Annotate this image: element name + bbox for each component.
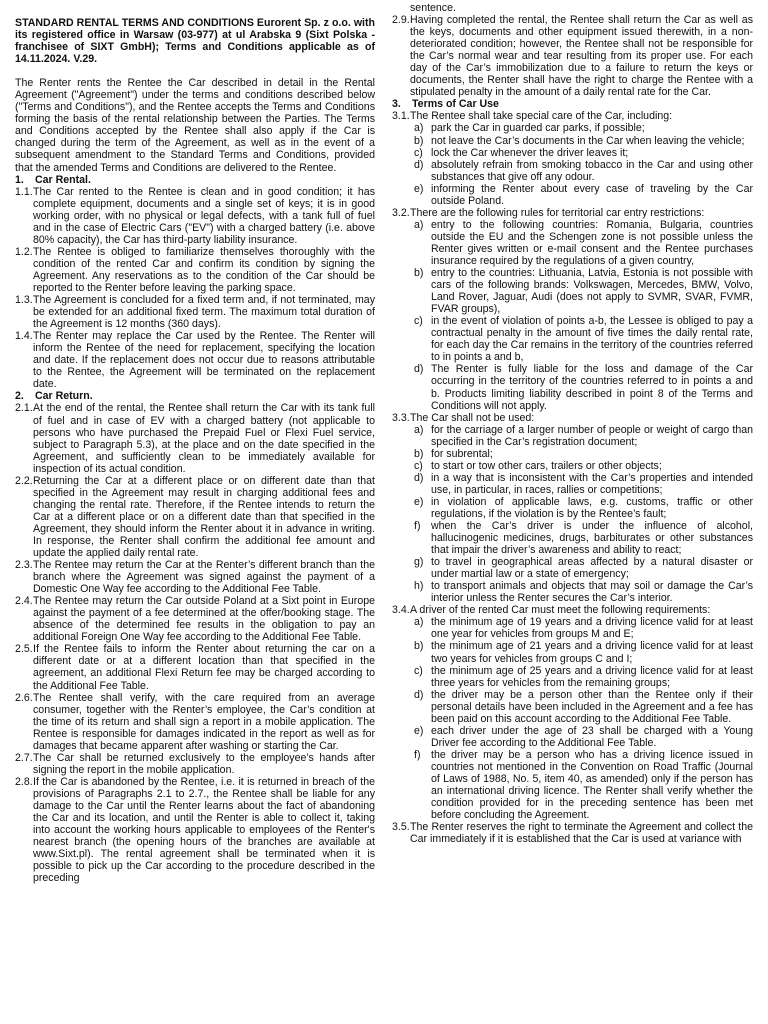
- clause-3-2: [392, 207, 753, 219]
- list-letter: c): [414, 664, 423, 677]
- list-text: the driver may be a person who has a driving licence issued in countries not mentioned in the Convention on Road Traffic (Journal of Laws of 1988, No. 5, item 40, as amended) only if the person has an international driving licence. The Renter shall verify whether the condition provided for in the preceding sentence has been met before concluding the Agreement.: [431, 748, 753, 822]
- clause-number: 2.8.: [15, 775, 33, 788]
- list-text: entry to the countries: Lithuania, Latvia, Estonia is not possible with cars of the following brands: Volkswagen, Mercedes, BMW, Volvo, Land Rover, Jaguar, Audi (does not apply to SVMR, SVAR, FVMR, FVAR groups),: [431, 267, 753, 316]
- list-letter: e): [414, 495, 424, 508]
- list-text: in the event of violation of points a-b, the Lessee is obliged to pay a contractual penalty in the amount of five times the daily rental rate, for each day the Car remains in the territory of the countries referred to in points a and b,: [431, 315, 753, 364]
- clause-text: There are the following rules for territorial car entry restrictions:: [410, 206, 705, 219]
- list-text: the minimum age of 21 years and a driving licence valid for at least two years for vehicles from groups C and I;: [431, 640, 753, 665]
- clause-text: The Agreement is concluded for a fixed term and, if not terminated, may be extended for an additional fixed term. The maximum total duration of the Agreement is 12 months (360 days).: [33, 294, 375, 331]
- list-item: [414, 363, 753, 411]
- list-text: informing the Renter about every case of traveling by the Car outside Poland.: [431, 182, 753, 207]
- clause-text: Returning the Car at a different place or on different date than that specified in the Agreement may result in charging additional fees and changing the rental rate. Therefore, if the Rentee intends to return the Car at a different place or on a different date than that specified in the Agreement, they should inform the Renter about it in advance in writing. In response, the Renter shall confirm the additional fee amount and update the applied daily rental rate.: [33, 474, 375, 560]
- section-3-heading: [392, 98, 753, 110]
- clause-number: 2.3.: [15, 559, 33, 572]
- clause-number: 1.4.: [15, 330, 33, 343]
- list-item: [414, 460, 753, 472]
- list-item: [414, 520, 753, 556]
- list-letter: f): [414, 748, 421, 761]
- clause-text: The Renter reserves the right to terminate the Agreement and collect the Car immediately if it is established that the Car is used at variance with: [410, 821, 753, 846]
- list-text: The Renter is fully liable for the loss and damage of the Car occurring in the territory of the countries referred to in points a and b. Products limiting liability described in point 8 of the Terms and Conditions will not apply.: [431, 363, 753, 412]
- list-text: in violation of applicable laws, e.g. customs, traffic or other regulations, if the violation is by the Rentee’s fault;: [431, 495, 753, 520]
- list-item: [414, 183, 753, 207]
- clause-number: 3.3.: [392, 411, 410, 424]
- list-letter: c): [414, 315, 423, 328]
- clause-text: The Rentee may return the Car at the Renter’s different branch than the branch where the Agreement was signed against the payment of a Domestic One Way fee according to the Additional Fee Table.: [33, 559, 375, 596]
- list-text: in a way that is inconsistent with the Car’s properties and intended use, in particular, in races, rallies or competitions;: [431, 471, 753, 496]
- clause-number: 2.9.: [392, 14, 410, 27]
- list-item: [414, 315, 753, 363]
- list-text: absolutely refrain from smoking tobacco in the Car and using other substances that give off any odour.: [431, 158, 753, 183]
- list-letter: b): [414, 447, 424, 460]
- list-item: [414, 749, 753, 821]
- clause-1-3: [15, 294, 375, 330]
- clause-2-3: [15, 559, 375, 595]
- list-letter: d): [414, 471, 424, 484]
- list-text: for the carriage of a larger number of people or weight of cargo than specified in the Car’s registration document;: [431, 423, 753, 448]
- section-number: 1.: [15, 173, 24, 186]
- clause-number: 2.1.: [15, 402, 33, 415]
- list-item: [414, 640, 753, 664]
- list-text: not leave the Car’s documents in the Car when leaving the vehicle;: [431, 134, 745, 147]
- list-item: [414, 665, 753, 689]
- clause-text: At the end of the rental, the Rentee shall return the Car with its tank full of fuel and in case of EV with a charged battery (not applicable to persons who have purchased the Prepaid Fuel or Flexi Fuel service, subject to Paragraph 5.3), at the place and on the date specified in the Agreement, and sufficiently clean to be immediately available for inspection of its actual condition.: [33, 402, 375, 475]
- list-item: [414, 122, 753, 134]
- clause-number: 2.6.: [15, 691, 33, 704]
- list-item: [414, 267, 753, 315]
- list-item: [414, 219, 753, 267]
- section-number: 2.: [15, 390, 24, 403]
- list-item: [414, 147, 753, 159]
- clause-1-2: [15, 246, 375, 294]
- list-text: the minimum age of 19 years and a driving licence valid for at least one year for vehicles from groups M and E;: [431, 616, 753, 641]
- list-text: each driver under the age of 23 shall be charged with a Young Driver fee according to the Additional Fee Table.: [431, 724, 753, 749]
- list-letter: b): [414, 267, 424, 280]
- clause-3-5: [392, 821, 753, 845]
- list-letter: e): [414, 724, 424, 737]
- section-1-heading: [15, 174, 375, 186]
- clause-2-4: [15, 595, 375, 643]
- left-column: [15, 2, 375, 884]
- clause-1-4: [15, 330, 375, 390]
- list-text: to travel in geographical areas affected by a natural disaster or under martial law or a state of emergency;: [431, 556, 753, 581]
- list-text: lock the Car whenever the driver leaves it;: [431, 146, 629, 159]
- list-letter: d): [414, 363, 424, 376]
- clause-number: 1.1.: [15, 185, 33, 198]
- list-text: for subrental;: [431, 447, 493, 460]
- section-number: 3.: [392, 98, 401, 111]
- clause-2-5: [15, 643, 375, 691]
- clause-1-1: [15, 186, 375, 246]
- right-column: [392, 2, 753, 845]
- list-letter: a): [414, 122, 424, 135]
- clause-number: 3.1.: [392, 110, 410, 123]
- clause-text: The Renter may replace the Car used by the Rentee. The Renter will inform the Rentee of the need for replacement, specifying the location and date. If the replacement does not occur due to reasons attributable to the Rentee, the Agreement will be terminated on the replacement date.: [33, 330, 375, 391]
- list-letter: a): [414, 218, 424, 231]
- list-letter: c): [414, 146, 423, 159]
- clause-number: 1.2.: [15, 245, 33, 258]
- clause-text: The Rentee shall take special care of the Car, including:: [410, 110, 673, 123]
- list-item: [414, 616, 753, 640]
- clause-number: 1.3.: [15, 294, 33, 307]
- clause-text: Having completed the rental, the Rentee shall return the Car as well as the keys, documents and other equipment issued therewith, in a non-deteriorated condition; however, the Rentee shall not be responsible for the Car’s normal wear and tear resulting from its proper use. For each day of the Car’s immobilization due to a failure to return the keys or documents, the Renter shall have the right to charge the Rentee with a stipulated penalty in the amount of a daily rental rate for the Car.: [410, 14, 753, 99]
- clause-2-1: [15, 402, 375, 474]
- list-letter: e): [414, 182, 424, 195]
- clause-2-7: [15, 752, 375, 776]
- clause-3-4: [392, 604, 753, 616]
- list-letter: d): [414, 688, 424, 701]
- section-title: Car Return.: [35, 390, 93, 403]
- clause-2-6: [15, 692, 375, 752]
- list-item: [414, 472, 753, 496]
- list-text: the minimum age of 25 years and a driving licence valid for at least three years for vehicles from the remaining groups;: [431, 664, 753, 689]
- section-title: Car Rental.: [35, 173, 91, 186]
- list-letter: c): [414, 459, 423, 472]
- list-letter: a): [414, 423, 424, 436]
- clause-number: 2.5.: [15, 643, 33, 656]
- section-title: Terms of Car Use: [412, 98, 499, 111]
- list-item: [414, 725, 753, 749]
- clause-3-3: [392, 412, 753, 424]
- clause-number: 3.2.: [392, 206, 410, 219]
- clause-text: The Car shall be returned exclusively to the employee’s hands after signing the report in the mobile application.: [33, 751, 375, 776]
- document-title: STANDARD RENTAL TERMS AND CONDITIONS Eurorent Sp. z o.o. with its registered office in Warsaw (03-977) at ul Arabska 9 (Sixt Polska - franchisee of SIXT GmbH); Terms and Conditions applicable as of 14.11.2024. V.29.: [15, 17, 375, 66]
- list-letter: h): [414, 580, 424, 593]
- list-text: the driver may be a person other than the Rentee only if their personal details have been included in the Agreement and a fee has been paid on this account according to the Additional Fee Table.: [431, 688, 753, 725]
- list-item: [414, 424, 753, 448]
- list-letter: d): [414, 158, 424, 171]
- list-letter: b): [414, 640, 424, 653]
- clause-text: The Rentee may return the Car outside Poland at a Sixt point in Europe against the payment of a fee determined at the offer/booking stage. The absence of the determined fee results in the obligation to pay an additional Foreign One Way fee according to the Additional Fee Table.: [33, 595, 375, 644]
- list-text: park the Car in guarded car parks, if possible;: [431, 122, 645, 135]
- clause-text: The Rentee is obliged to familiarize themselves thoroughly with the condition of the rented Car and confirm its condition by signing the Agreement. Any reservations as to the condition of the Car should be reported to the Renter before leaving the parking space.: [33, 245, 375, 294]
- list-letter: f): [414, 520, 421, 533]
- clause-2-9: [392, 14, 753, 98]
- clause-text: A driver of the rented Car must meet the following requirements:: [410, 604, 711, 617]
- clause-3-1: [392, 110, 753, 122]
- clause-number: 3.4.: [392, 604, 410, 617]
- list-item: [414, 448, 753, 460]
- clause-text: The Car shall not be used:: [410, 411, 535, 424]
- list-item: [414, 556, 753, 580]
- list-item: [414, 496, 753, 520]
- list-letter: g): [414, 556, 424, 569]
- list-item: [414, 689, 753, 725]
- list-text: to start or tow other cars, trailers or other objects;: [431, 459, 662, 472]
- list-text: entry to the following countries: Romania, Bulgaria, countries outside the EU and the Schengen zone is not possible unless the Renter gives written or e-mail consent and the Rentee purchases insurance required by the regulations of a given country,: [431, 218, 753, 267]
- clause-text: The Rentee shall verify, with the care required from an average consumer, together with the Renter’s employee, the Car’s condition at the time of its return and shall sign a report in a mobile application. The Rentee is responsible for damages indicated in the report as well as for damages that became apparent after washing or starting the Car.: [33, 691, 375, 752]
- clause-text: The Car rented to the Rentee is clean and in good condition; it has complete equipment, documents and a single set of keys; it is in good working order, with no physical or legal defects, with a tank full of fuel and in the case of Electric Cars ("EV") with a charged battery (i.e. above 80% capacity), the Car has third-party liability insurance.: [33, 185, 375, 246]
- clause-number: 2.7.: [15, 751, 33, 764]
- clause-number: 2.2.: [15, 474, 33, 487]
- clause-number: 3.5.: [392, 821, 410, 834]
- intro-paragraph: The Renter rents the Rentee the Car described in detail in the Rental Agreement ("Agreement") under the terms and conditions described below ("Terms and Conditions"), and the Rentee accepts the Terms and Conditions forming the basis of the rental relationship between the Parties. The Terms and Conditions accepted by the Rentee shall also apply if the Car is changed during the term of the Agreement, as well as in the event of a subsequent amendment to the Standard Terms and Conditions, provided that the amended Terms and Conditions are delivered to the Rentee.: [15, 77, 375, 174]
- clause-2-2: [15, 475, 375, 559]
- clause-text: If the Car is abandoned by the Rentee, i.e. it is returned in breach of the provisions of Paragraphs 2.1 to 2.7., the Rentee shall be liable for any damage to the Car until the Renter learns about the fact of abandoning the Car and its location, and until the Renter is able to collect it, taking into account the working hours applicable to employees of the Renter's nearest branch (the opening hours of the branches are available at www.Sixt.pl). The rental agreement shall be terminated when it is possible to pick up the Car according to the procedure described in the preceding: [33, 775, 375, 885]
- clause-number: 2.4.: [15, 595, 33, 608]
- list-letter: a): [414, 616, 424, 629]
- list-item: [414, 580, 753, 604]
- list-text: when the Car’s driver is under the influence of alcohol, hallucinogenic medicines, drugs, barbiturates or other substances that impair the driver’s awareness and ability to react;: [431, 520, 753, 557]
- section-2-heading: [15, 390, 375, 402]
- clause-2-8: [15, 776, 375, 884]
- clause-2-8-continuation: sentence.: [410, 2, 456, 14]
- list-letter: b): [414, 134, 424, 147]
- list-item: [414, 159, 753, 183]
- clause-text: If the Rentee fails to inform the Renter about returning the car on a different date or at a different location than that specified in the agreement, an additional Flexi Return fee may be charged according to the Additional Fee Table.: [33, 643, 375, 692]
- list-item: [414, 135, 753, 147]
- list-text: to transport animals and objects that may soil or damage the Car’s interior unless the Renter secures the Car’s interior.: [431, 580, 753, 605]
